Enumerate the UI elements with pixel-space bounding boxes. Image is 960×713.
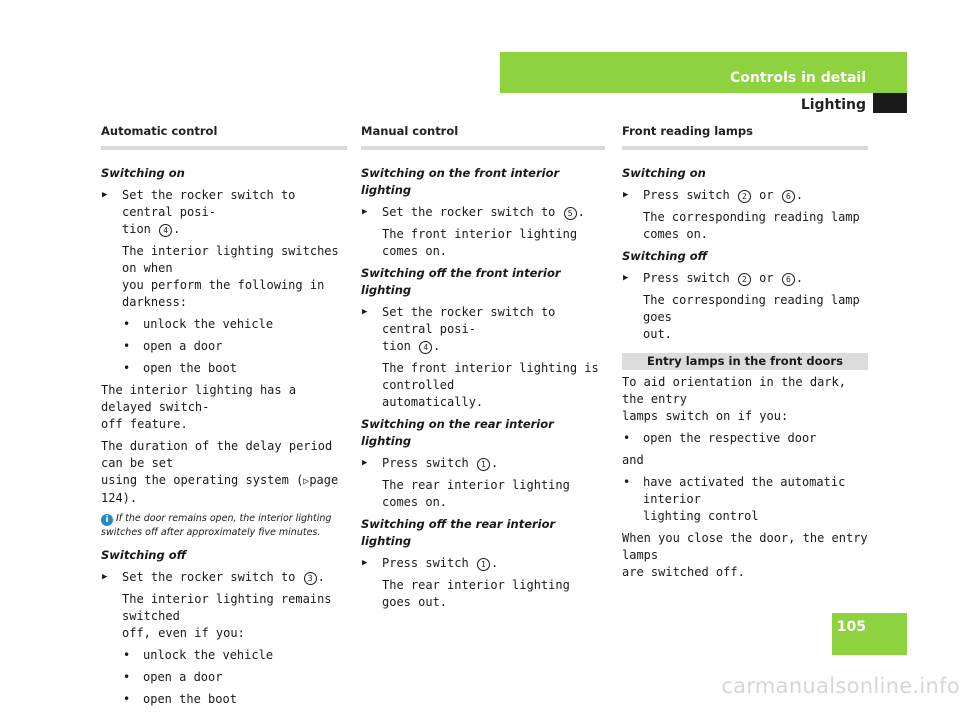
callout-number: 2 <box>738 190 751 203</box>
instruction-step <box>622 270 868 287</box>
section-heading: Front reading lamps <box>622 123 868 150</box>
subheading: Switching off <box>622 249 708 263</box>
text-line: To aid orientation in the dark, the entry <box>622 375 846 406</box>
text-line: The interior lighting switches on when <box>122 244 339 275</box>
paragraph <box>622 374 868 425</box>
text-line: off feature. <box>101 417 188 431</box>
info-icon: i <box>101 514 113 526</box>
subheading: Switching on <box>622 166 706 180</box>
punctuation: . <box>490 456 499 470</box>
step-text: Set the rocker switch to <box>122 570 296 584</box>
column-front-reading-lamps <box>622 123 868 586</box>
result-text: The rear interior lighting goes out. <box>382 578 570 609</box>
note-text: If the door remains open, the interior lighting <box>116 513 332 524</box>
text-line: lighting control <box>643 509 759 523</box>
bullet-item: • open a door <box>101 338 347 355</box>
note-text: switches off after approximately five minutes. <box>101 527 321 538</box>
header-marker <box>873 93 907 113</box>
callout-number: 6 <box>782 190 795 203</box>
instruction-step <box>622 187 868 204</box>
callout-number: 1 <box>477 458 490 471</box>
step-text: Set the rocker switch to central posi- <box>382 305 556 336</box>
text-line: When you close the door, the entry lamps <box>622 531 868 562</box>
chapter-title: Controls in detail <box>730 70 866 86</box>
bullet-item: • open the boot <box>101 360 347 377</box>
instruction-step <box>361 555 605 572</box>
watermark: carmanualsonline.info <box>721 674 960 698</box>
result-text <box>622 292 868 343</box>
instruction-step <box>361 455 605 472</box>
page-number: 105 <box>836 619 866 635</box>
punctuation: . <box>173 222 181 236</box>
callout-number: 2 <box>738 273 751 286</box>
info-note <box>101 512 347 539</box>
result-text <box>361 360 605 411</box>
result-text: The rear interior lighting comes on. <box>382 478 570 509</box>
subheading: Switching off <box>101 548 187 562</box>
punctuation: . <box>795 188 804 202</box>
punctuation: . <box>433 339 441 353</box>
bullet-item: • open the respective door <box>622 430 868 447</box>
step-text: Press switch <box>643 271 730 285</box>
text-line: you perform the following in darkness: <box>122 278 325 309</box>
callout-number: 3 <box>304 572 317 585</box>
section-title: Lighting <box>800 97 866 113</box>
paragraph <box>101 438 347 507</box>
callout-number: 5 <box>564 207 577 220</box>
callout-number: 4 <box>419 341 432 354</box>
step-text: or <box>759 188 774 202</box>
section-heading: Automatic control <box>101 123 347 150</box>
subheading: Switching on the rear interior lighting <box>361 417 554 448</box>
subsection-heading: Entry lamps in the front doors <box>622 353 868 370</box>
text-line: lamps switch on if you: <box>622 409 789 423</box>
punctuation: . <box>577 205 585 219</box>
bullet-item: • open the boot <box>101 691 347 708</box>
subheading: Switching off the front interior lighting <box>361 266 561 297</box>
instruction-step <box>361 204 605 221</box>
callout-number: 1 <box>477 558 490 571</box>
callout-number: 6 <box>782 273 795 286</box>
step-text: or <box>759 271 774 285</box>
punctuation: . <box>490 556 499 570</box>
column-manual-control <box>361 123 605 616</box>
text-line: The interior lighting has a delayed switch- <box>101 383 297 414</box>
page-reference-link[interactable]: page 124). <box>101 473 339 505</box>
step-text: Press switch <box>643 188 730 202</box>
instruction-step <box>101 187 347 238</box>
instruction-step <box>101 569 347 586</box>
paragraph <box>622 530 868 581</box>
column-automatic-control <box>101 123 347 713</box>
result-text <box>622 209 868 243</box>
result-text: The front interior lighting comes on. <box>382 227 578 258</box>
step-text: Press switch <box>382 556 469 570</box>
text-line: comes on. <box>643 227 709 241</box>
punctuation: . <box>317 570 325 584</box>
step-text: Set the rocker switch to <box>382 205 556 219</box>
callout-number: 4 <box>159 224 172 237</box>
text-line: The interior lighting remains switched <box>122 592 332 623</box>
text-line: have activated the automatic interior <box>643 475 846 506</box>
text-line: The front interior lighting is controlled <box>382 361 599 392</box>
text-line: The corresponding reading lamp goes <box>643 293 860 324</box>
subheading: Switching off the rear interior lighting <box>361 517 556 548</box>
text-line: The duration of the delay period can be set <box>101 439 333 470</box>
text-line: The corresponding reading lamp <box>643 210 860 224</box>
bullet-item <box>622 474 868 525</box>
text-line: automatically. <box>382 395 484 409</box>
step-text: tion <box>122 222 151 236</box>
instruction-step <box>361 304 605 355</box>
step-text: Set the rocker switch to central posi- <box>122 188 296 219</box>
punctuation: . <box>795 271 804 285</box>
text-line: are switched off. <box>622 565 745 579</box>
text-line: using the operating system ( <box>101 473 304 487</box>
section-heading: Manual control <box>361 123 605 150</box>
step-text: Press switch <box>382 456 469 470</box>
bullet-item: • unlock the vehicle <box>101 647 347 664</box>
text-line: out. <box>643 327 672 341</box>
subheading: Switching on the front interior lighting <box>361 166 560 197</box>
result-text <box>101 243 347 311</box>
subheading: Switching on <box>101 166 185 180</box>
bullet-item: • open a door <box>101 669 347 686</box>
page-ref-arrow-icon: ▷ <box>303 476 310 487</box>
step-text: tion <box>382 339 411 353</box>
text-line: off, even if you: <box>122 626 245 640</box>
bullet-item: • unlock the vehicle <box>101 316 347 333</box>
paragraph: and <box>622 453 644 467</box>
result-text <box>101 591 347 642</box>
paragraph <box>101 382 347 433</box>
